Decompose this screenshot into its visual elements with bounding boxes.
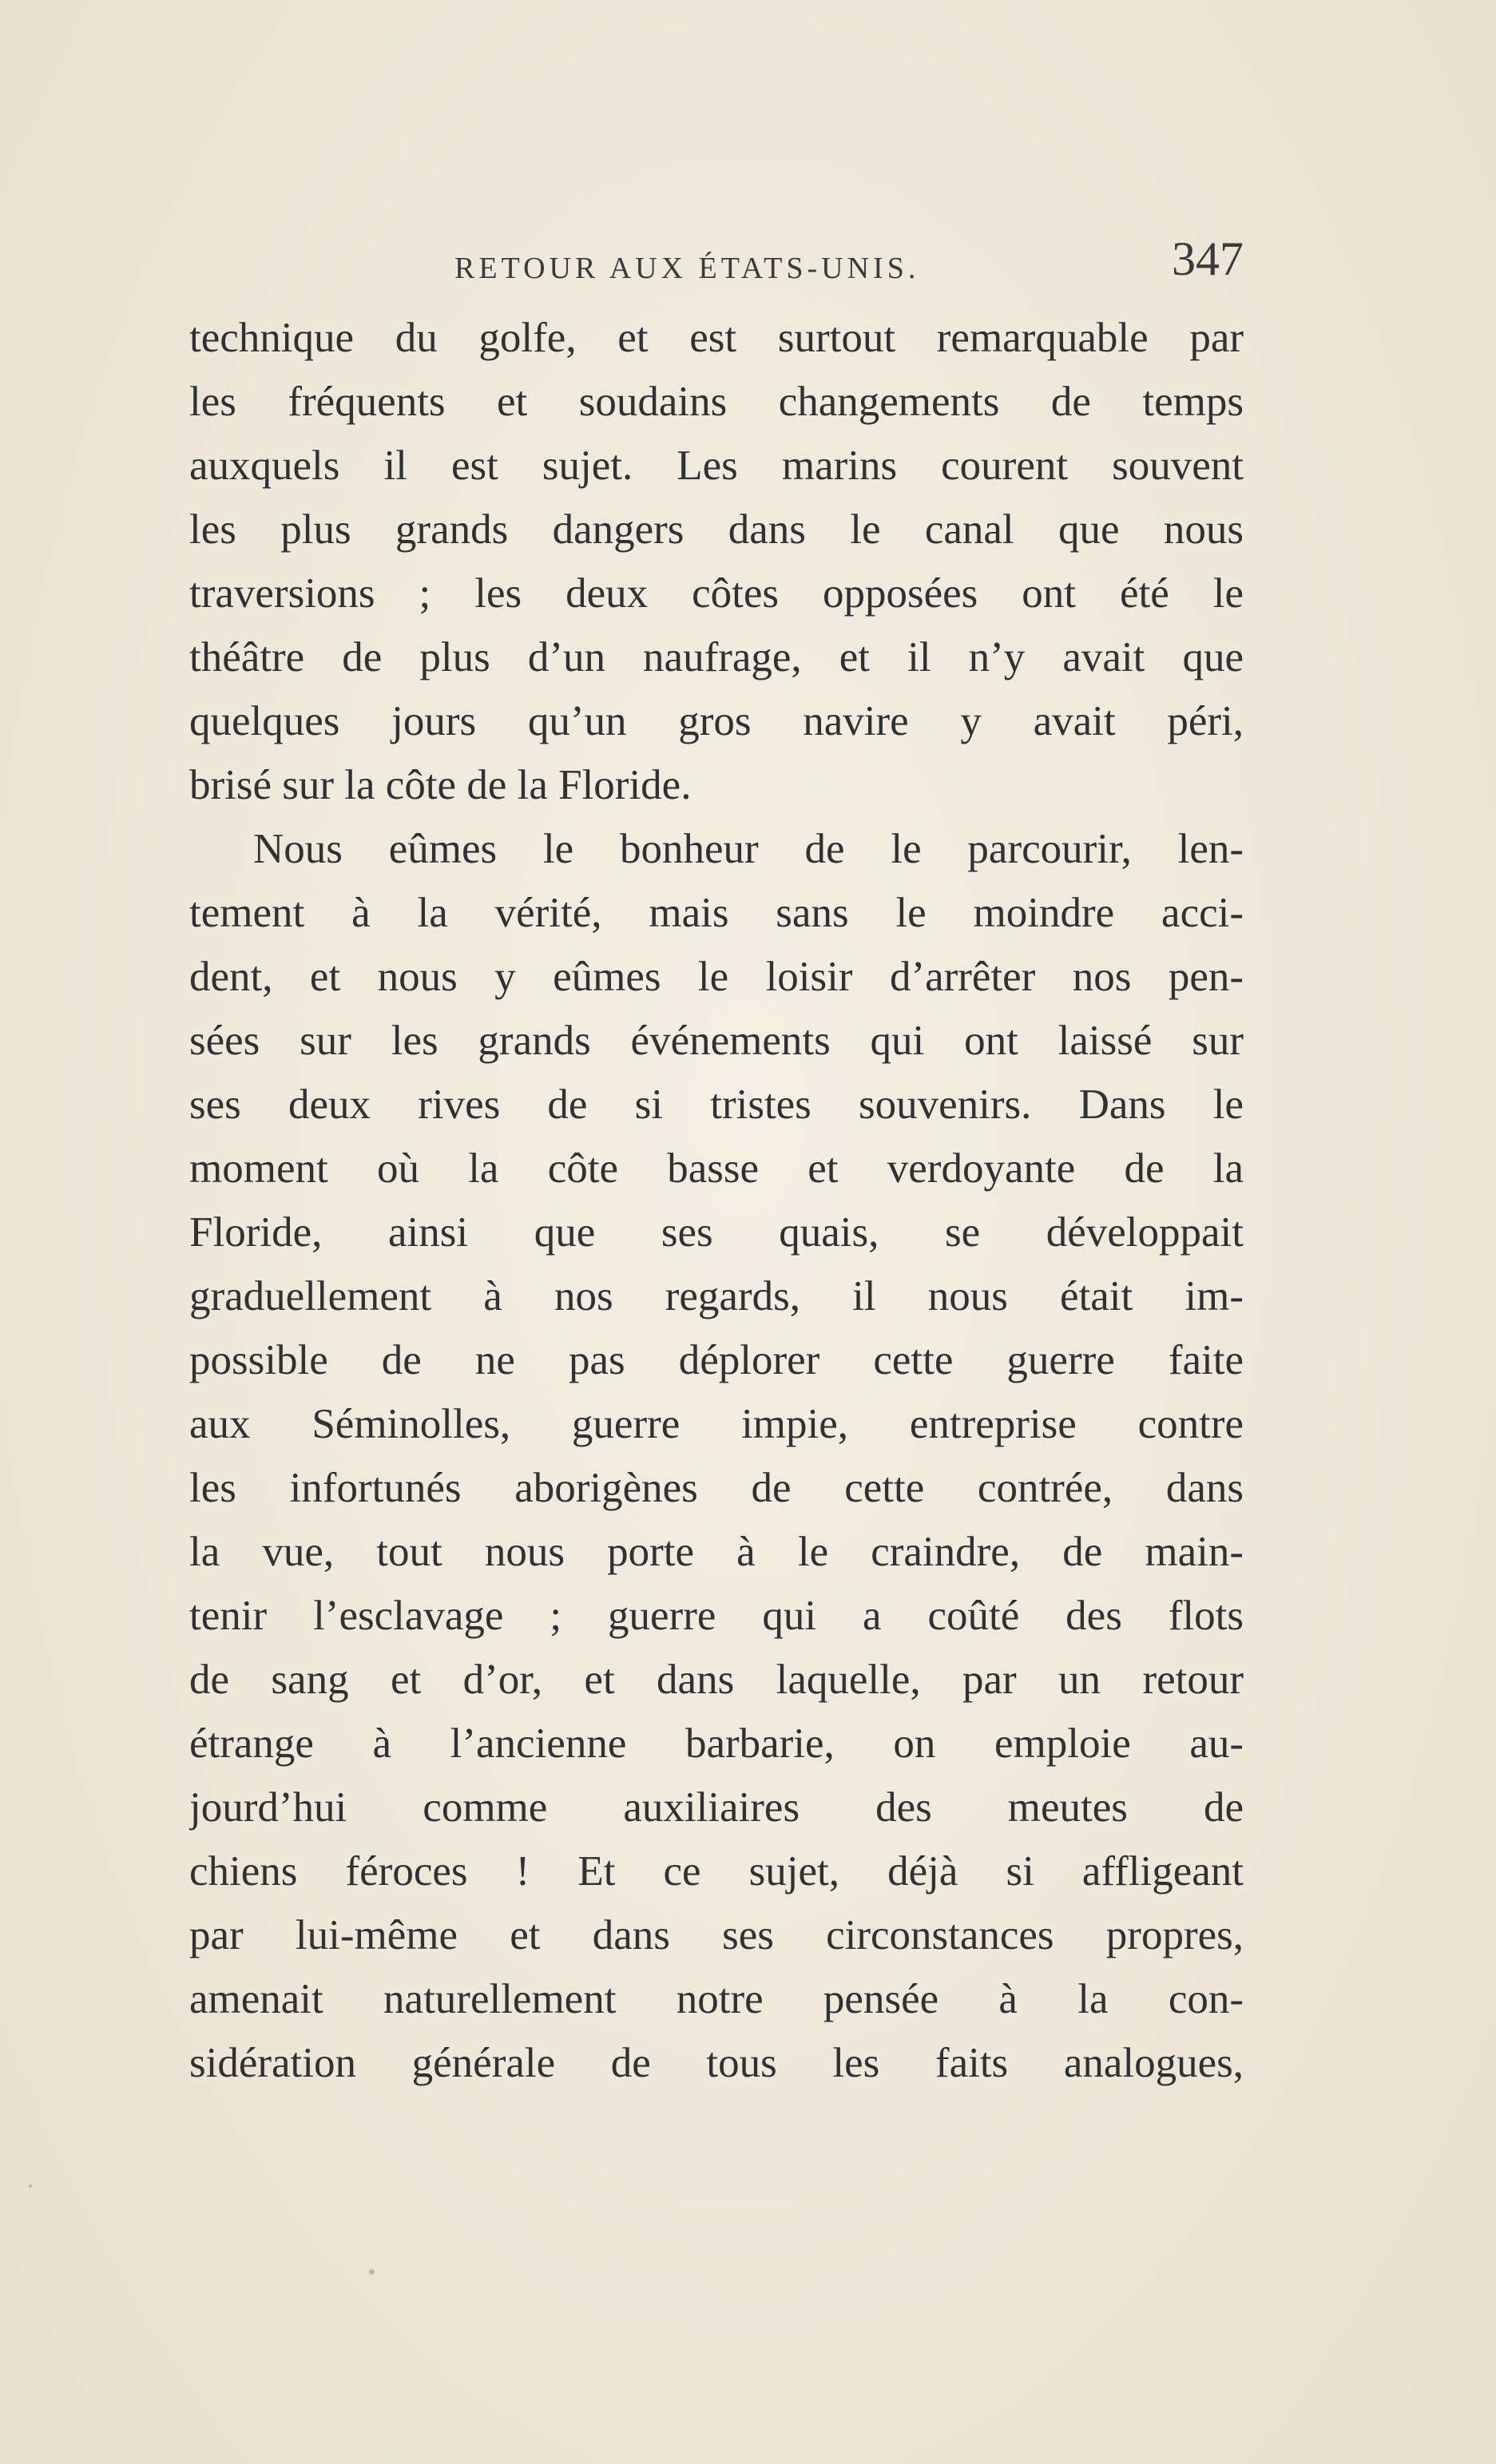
text-line: la vue, tout nous porte à le craindre, de main- (189, 1529, 1244, 1575)
text-line: les infortunés aborigènes de cette contrée, dans (189, 1465, 1244, 1511)
text-line: Floride, ainsi que ses quais, se développait (189, 1209, 1244, 1256)
paragraph-first-line: Nous eûmes le bonheur de le parcourir, len- (253, 826, 1244, 872)
text-line: de sang et d’or, et dans laquelle, par un retour (189, 1657, 1244, 1703)
body-text (189, 306, 1244, 2095)
paper-speck (29, 2184, 32, 2188)
text-line: par lui-même et dans ses circonstances propres, (189, 1912, 1244, 1958)
text-line: graduellement à nos regards, il nous était im- (189, 1273, 1244, 1319)
text-line: quelques jours qu’un gros navire y avait péri, (189, 698, 1244, 744)
paper-speck (369, 2269, 375, 2275)
text-line: sées sur les grands événements qui ont laissé sur (189, 1018, 1244, 1064)
text-line: théâtre de plus d’un naufrage, et il n’y avait que (189, 634, 1244, 680)
running-head (189, 232, 1244, 296)
text-line: étrange à l’ancienne barbarie, on emploie au- (189, 1720, 1244, 1767)
running-title: RETOUR AUX ÉTATS-UNIS. (454, 252, 920, 285)
text-line: aux Séminolles, guerre impie, entreprise contre (189, 1401, 1244, 1447)
text-line: possible de ne pas déplorer cette guerre faite (189, 1337, 1244, 1383)
text-line: sidération générale de tous les faits analogues, (189, 2040, 1244, 2086)
text-line: traversions ; les deux côtes opposées ont été le (189, 570, 1244, 617)
page-number: 347 (1172, 232, 1244, 285)
text-line: chiens féroces ! Et ce sujet, déjà si affligeant (189, 1848, 1244, 1895)
text-line: ses deux rives de si tristes souvenirs. Dans le (189, 1081, 1244, 1128)
text-line: technique du golfe, et est surtout remarquable par (189, 315, 1244, 361)
text-line: les plus grands dangers dans le canal que nous (189, 506, 1244, 553)
text-line: moment où la côte basse et verdoyante de la (189, 1145, 1244, 1192)
text-line: les fréquents et soudains changements de temps (189, 379, 1244, 425)
text-line: tenir l’esclavage ; guerre qui a coûté des flots (189, 1593, 1244, 1639)
text-line: auxquels il est sujet. Les marins courent souvent (189, 442, 1244, 489)
text-line: tement à la vérité, mais sans le moindre acci- (189, 890, 1244, 936)
text-line: jourd’hui comme auxiliaires des meutes de (189, 1784, 1244, 1831)
text-line: dent, et nous y eûmes le loisir d’arrêter nos pen- (189, 954, 1244, 1000)
text-line: brisé sur la côte de la Floride. (189, 762, 692, 808)
text-line: amenait naturellement notre pensée à la con- (189, 1976, 1244, 2022)
